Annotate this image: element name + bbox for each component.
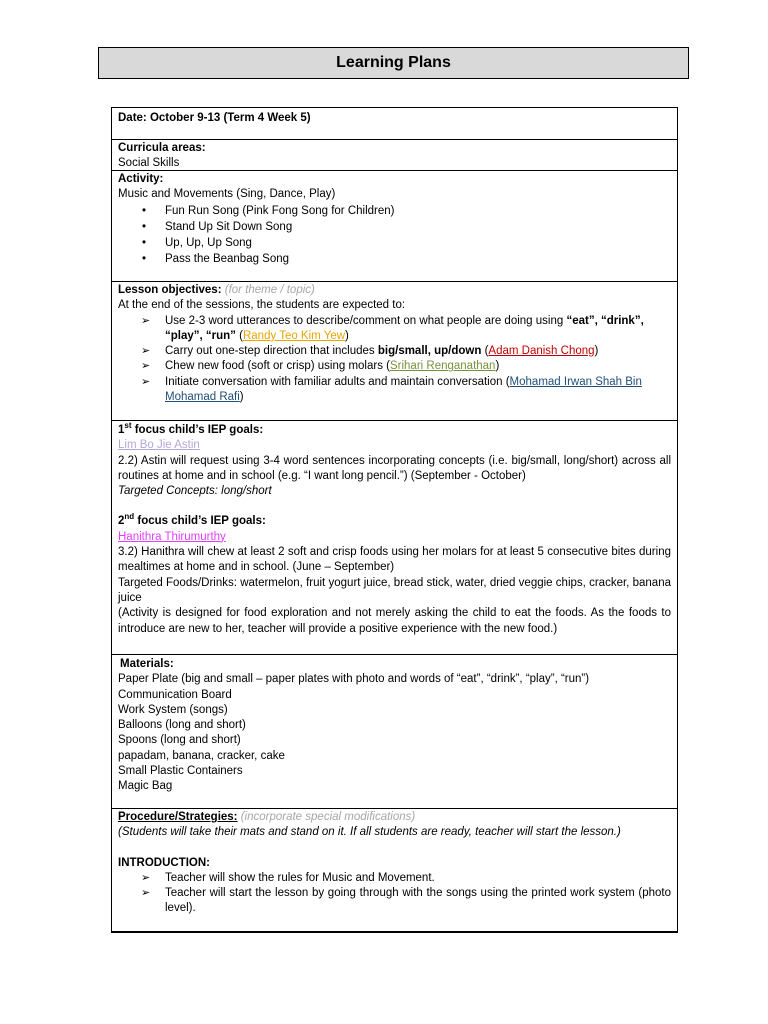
- focus1-label: 1st focus child’s IEP goals:: [118, 421, 264, 436]
- date-row: [112, 108, 677, 140]
- objective-item-4: ➢ Initiate conversation with familiar adults and maintain conversation (Mohamad Irwan Shah Bin Mohamad Rafi): [118, 375, 671, 406]
- procedure-step: ➢ Teacher will show the rules for Music and Movement.: [118, 871, 671, 886]
- curricula-row: [112, 140, 677, 171]
- list-item: Small Plastic Containers: [118, 765, 243, 778]
- materials-row: [112, 655, 677, 809]
- focus2-goal: 3.2) Hanithra will chew at least 2 soft and crisp foods using her molars for at least 5 consecutive bites during mealtimes at home and in school. (June – September): [118, 546, 671, 574]
- objective-item-1: ➢ Use 2-3 word utterances to describe/comment on what people are doing using “eat”, “drink”, “play”, “run” (Randy Teo Kim Yew): [118, 314, 671, 345]
- list-item: Work System (songs): [118, 703, 228, 716]
- list-item: Magic Bag: [118, 780, 173, 793]
- focus2-name-link[interactable]: Hanithra Thirumurthy: [118, 530, 226, 543]
- focus2-foods: Targeted Foods/Drinks: watermelon, fruit yogurt juice, bread stick, water, dried veggie chips, cracker, banana juice: [118, 576, 671, 604]
- activity-intro: Music and Movements (Sing, Dance, Play): [118, 188, 336, 201]
- objectives-row: [112, 282, 677, 421]
- objective-item-3: ➢ Chew new food (soft or crisp) using molars (Srihari Renganathan): [118, 359, 671, 374]
- objectives-label: Lesson objectives:: [118, 284, 222, 296]
- curricula-value: Social Skills: [118, 157, 180, 170]
- procedure-label: Procedure/Strategies:: [118, 811, 238, 823]
- activity-list: [118, 204, 671, 268]
- focus2-note: (Activity is designed for food exploration and not merely asking the child to eat the foods. As the foods to introduce are new to her, teacher will provide a positive experience with the new food.): [118, 607, 671, 635]
- list-item: Paper Plate (big and small – paper plates with photo and words of “eat”, “drink”, “play”, “run”): [118, 673, 590, 686]
- procedure-hint: (incorporate special modifications): [240, 811, 416, 823]
- objectives-intro: At the end of the sessions, the students are expected to:: [118, 299, 406, 312]
- introduction-heading: INTRODUCTION:: [118, 856, 210, 869]
- list-item: Communication Board: [118, 688, 232, 701]
- focus1-name-link[interactable]: Lim Bo Jie Astin: [118, 439, 200, 452]
- list-item: Spoons (long and short): [118, 734, 241, 747]
- list-item: • Pass the Beanbag Song: [118, 252, 671, 267]
- procedure-step: ➢ Teacher will start the lesson by going through with the songs using the printed work system (photo level).: [118, 886, 671, 917]
- page-title: Learning Plans: [98, 47, 689, 79]
- procedure-note: (Students will take their mats and stand on it. If all students are ready, teacher will start the lesson.): [118, 826, 621, 839]
- list-item: • Up, Up, Up Song: [118, 236, 671, 251]
- focus1-goal: 2.2) Astin will request using 3-4 word sentences incorporating concepts (i.e. big/small, long/short) across all routines at home and in school (e.g. “I want long pencil.”) (September - October): [118, 454, 671, 482]
- list-item: • Fun Run Song (Pink Fong Song for Children): [118, 204, 671, 219]
- focus-goals-row: [112, 421, 677, 655]
- list-item: papadam, banana, cracker, cake: [118, 749, 285, 762]
- focus1-concepts: Targeted Concepts: long/short: [118, 485, 272, 498]
- student-link-irwan[interactable]: Mohamad Irwan Shah Bin Mohamad Rafi: [165, 375, 642, 404]
- activity-row: [112, 171, 677, 282]
- student-link-adam[interactable]: Adam Danish Chong: [488, 345, 595, 358]
- objective-item-2: ➢ Carry out one-step direction that includes big/small, up/down (Adam Danish Chong): [118, 344, 671, 359]
- date-label: Date: October 9-13 (Term 4 Week 5): [118, 112, 311, 124]
- curricula-label: Curricula areas:: [118, 142, 206, 154]
- materials-label: Materials:: [120, 658, 174, 670]
- procedure-row: [112, 809, 677, 917]
- objectives-hint: (for theme / topic): [224, 284, 315, 296]
- focus2-label: 2nd focus child’s IEP goals:: [118, 512, 266, 528]
- activity-label: Activity:: [118, 173, 164, 185]
- list-item: • Stand Up Sit Down Song: [118, 220, 671, 235]
- student-link-randy[interactable]: Randy Teo Kim Yew: [242, 329, 346, 342]
- student-link-srihari[interactable]: Srihari Renganathan: [389, 360, 496, 373]
- lesson-plan-table: [111, 107, 678, 933]
- list-item: Balloons (long and short): [118, 719, 246, 732]
